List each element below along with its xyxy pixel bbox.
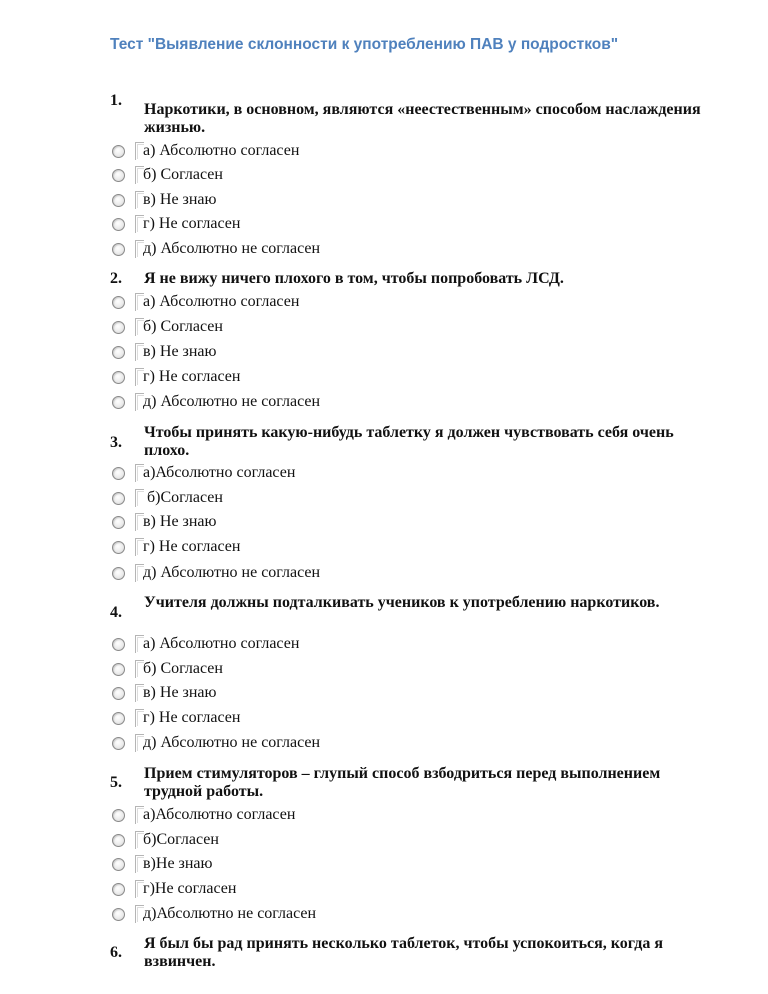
- question-2-option-d[interactable]: г) Не согласен: [112, 366, 412, 388]
- frame-icon: [135, 240, 145, 258]
- question-2-text: Я не вижу ничего плохого в том, чтобы попробовать ЛСД.: [144, 270, 564, 287]
- radio-icon[interactable]: [112, 492, 125, 505]
- radio-icon[interactable]: [112, 712, 125, 725]
- question-4-option-e[interactable]: д) Абсолютно не согласен: [112, 732, 412, 754]
- question-3-option-e[interactable]: д) Абсолютно не согласен: [112, 562, 412, 584]
- frame-icon: [135, 880, 145, 898]
- question-3-option-b[interactable]: б)Согласен: [112, 487, 412, 509]
- question-1-number: 1.: [110, 92, 122, 109]
- radio-icon[interactable]: [112, 638, 125, 651]
- question-3-number: 3.: [110, 434, 122, 451]
- question-5-option-e[interactable]: д)Абсолютно не согласен: [112, 903, 412, 925]
- question-4-option-a[interactable]: а) Абсолютно согласен: [112, 633, 412, 655]
- radio-icon[interactable]: [112, 516, 125, 529]
- frame-icon: [135, 393, 145, 411]
- frame-icon: [135, 855, 145, 873]
- frame-icon: [135, 489, 145, 507]
- frame-icon: [135, 831, 145, 849]
- frame-icon: [135, 684, 145, 702]
- frame-icon: [135, 215, 145, 233]
- frame-icon: [135, 293, 145, 311]
- radio-icon[interactable]: [112, 541, 125, 554]
- frame-icon: [135, 166, 145, 184]
- question-3-option-c[interactable]: в) Не знаю: [112, 511, 412, 533]
- radio-icon[interactable]: [112, 194, 125, 207]
- frame-icon: [135, 538, 145, 556]
- frame-icon: [135, 191, 145, 209]
- frame-icon: [135, 142, 145, 160]
- radio-icon[interactable]: [112, 396, 125, 409]
- question-4-option-d[interactable]: г) Не согласен: [112, 707, 412, 729]
- question-2-option-e[interactable]: д) Абсолютно не согласен: [112, 391, 412, 413]
- question-1-option-d[interactable]: г) Не согласен: [112, 213, 412, 235]
- frame-icon: [135, 513, 145, 531]
- question-5-option-d[interactable]: г)Не согласен: [112, 878, 412, 900]
- frame-icon: [135, 464, 145, 482]
- question-5-option-b[interactable]: б)Согласен: [112, 829, 412, 851]
- question-1-option-c[interactable]: в) Не знаю: [112, 189, 412, 211]
- radio-icon[interactable]: [112, 858, 125, 871]
- question-4-option-b[interactable]: б) Согласен: [112, 658, 412, 680]
- question-3-option-d[interactable]: г) Не согласен: [112, 536, 412, 558]
- question-1-option-e[interactable]: д) Абсолютно не согласен: [112, 238, 412, 260]
- question-6-text: Я был бы рад принять несколько таблеток, чтобы успокоиться, когда я взвинчен.: [144, 935, 664, 970]
- question-4-number: 4.: [110, 604, 122, 621]
- question-3-text: Чтобы принять какую-нибудь таблетку я должен чувствовать себя очень плохо.: [144, 424, 674, 459]
- question-5-text: Прием стимуляторов – глупый способ взбодриться перед выполнением трудной работы.: [144, 765, 661, 800]
- question-1-text: Наркотики, в основном, являются «неестественным» способом наслаждения жизнью.: [144, 101, 701, 136]
- radio-icon[interactable]: [112, 218, 125, 231]
- radio-icon[interactable]: [112, 296, 125, 309]
- frame-icon: [135, 343, 145, 361]
- radio-icon[interactable]: [112, 687, 125, 700]
- radio-icon[interactable]: [112, 467, 125, 480]
- frame-icon: [135, 660, 145, 678]
- radio-icon[interactable]: [112, 169, 125, 182]
- frame-icon: [135, 806, 145, 824]
- radio-icon[interactable]: [112, 737, 125, 750]
- frame-icon: [135, 318, 145, 336]
- document-title: Тест "Выявление склонности к употреблению ПАВ у подростков": [110, 36, 619, 53]
- question-3-option-a[interactable]: а)Абсолютно согласен: [112, 462, 412, 484]
- frame-icon: [135, 635, 145, 653]
- frame-icon: [135, 709, 145, 727]
- radio-icon[interactable]: [112, 321, 125, 334]
- radio-icon[interactable]: [112, 346, 125, 359]
- question-1-option-a[interactable]: а) Абсолютно согласен: [112, 140, 412, 162]
- radio-icon[interactable]: [112, 145, 125, 158]
- frame-icon: [135, 905, 145, 923]
- radio-icon[interactable]: [112, 834, 125, 847]
- question-1-option-b[interactable]: б) Согласен: [112, 164, 412, 186]
- radio-icon[interactable]: [112, 809, 125, 822]
- radio-icon[interactable]: [112, 567, 125, 580]
- question-2-option-a[interactable]: а) Абсолютно согласен: [112, 291, 412, 313]
- question-5-option-a[interactable]: а)Абсолютно согласен: [112, 804, 412, 826]
- radio-icon[interactable]: [112, 883, 125, 896]
- frame-icon: [135, 564, 145, 582]
- radio-icon[interactable]: [112, 371, 125, 384]
- radio-icon[interactable]: [112, 663, 125, 676]
- question-2-option-b[interactable]: б) Согласен: [112, 316, 412, 338]
- radio-icon[interactable]: [112, 243, 125, 256]
- question-2-option-c[interactable]: в) Не знаю: [112, 341, 412, 363]
- question-6-number: 6.: [110, 944, 122, 961]
- frame-icon: [135, 368, 145, 386]
- frame-icon: [135, 734, 145, 752]
- question-4-option-c[interactable]: в) Не знаю: [112, 682, 412, 704]
- radio-icon[interactable]: [112, 908, 125, 921]
- question-5-number: 5.: [110, 774, 122, 791]
- question-5-option-c[interactable]: в)Не знаю: [112, 853, 412, 875]
- question-4-text: Учителя должны подталкивать учеников к употреблению наркотиков.: [144, 594, 660, 611]
- question-2-number: 2.: [110, 270, 122, 287]
